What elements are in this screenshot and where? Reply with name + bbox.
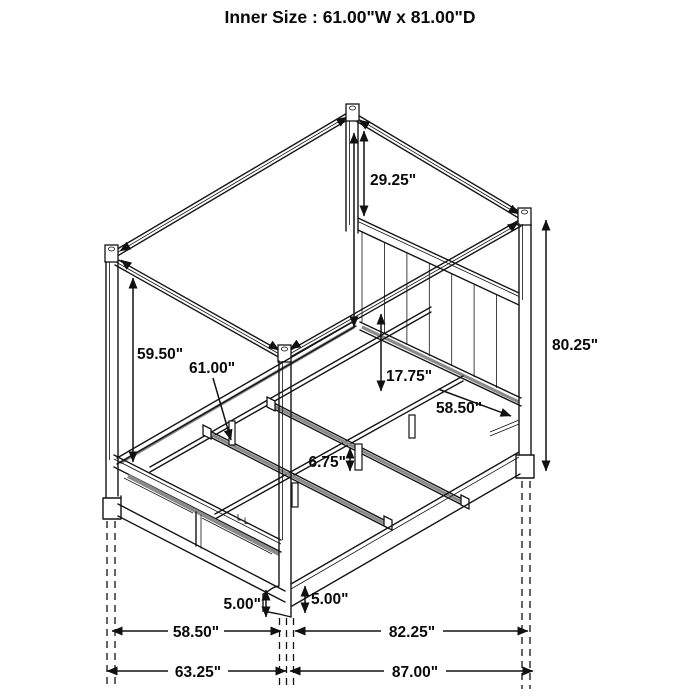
footboard-with-drawers [114,455,285,602]
headboard [358,218,521,406]
dim-center-leg-height: 6.75" [308,454,346,471]
dim-overall-depth: 87.00" [391,664,439,681]
inner-size-title: Inner Size : 61.00"W x 81.00"D [224,7,476,27]
right-post [516,224,534,478]
dim-rail-floor-gap: 5.00" [311,591,349,608]
dim-post-clear-height: 59.50" [137,346,184,363]
dim-deck-width: 58.50" [436,400,483,417]
dim-overall-width: 63.25" [174,664,222,681]
corner-joint-marks [120,117,519,350]
left-post [103,262,121,519]
dim-overall-height: 80.25" [552,337,599,354]
canopy-corner-caps [105,104,531,362]
dim-headboard-to-deck: 17.75" [386,368,433,385]
center-support-rails [150,307,463,519]
dim-slat-inner-width: 61.00" [189,360,236,377]
dim-footboard-floor-gap: 5.00" [223,596,261,613]
dim-siderail-span: 82.25" [388,624,436,641]
back-post [346,121,358,233]
right-side-rail [291,420,520,606]
canopy-frame [105,104,531,362]
extension-lines [107,481,530,689]
dim-canopy-to-headboard: 29.25" [370,172,417,189]
dim-footboard-span: 58.50" [172,624,220,641]
left-side-rail [117,320,356,464]
